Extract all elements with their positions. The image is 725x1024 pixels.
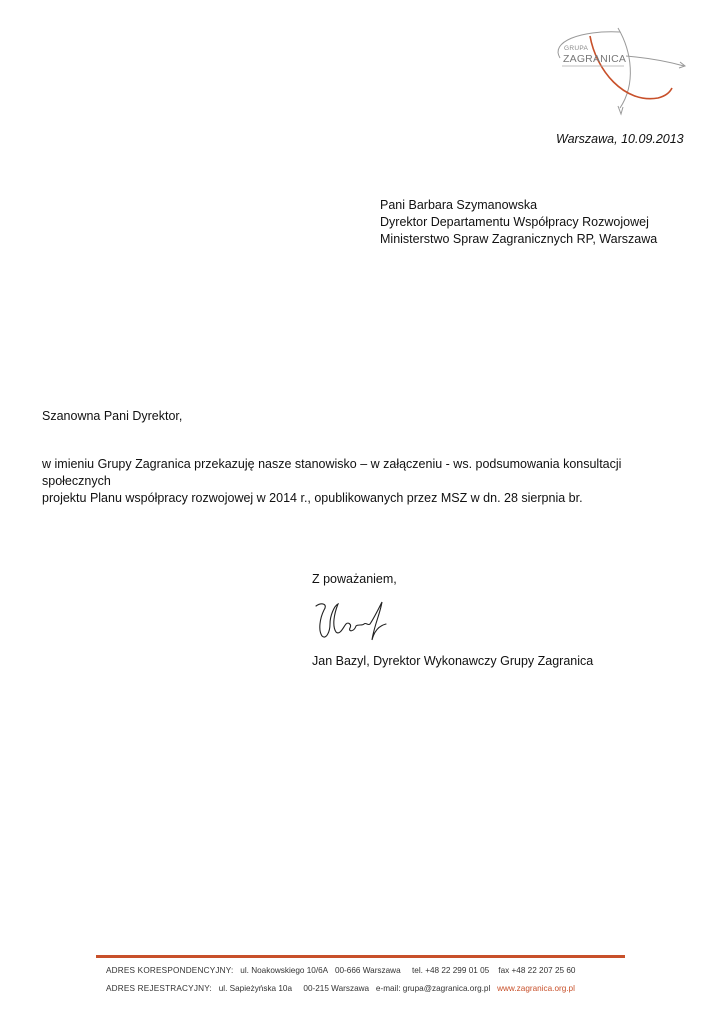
footer-label-correspondence: ADRES KORESPONDENCYJNY:: [106, 966, 234, 975]
recipient-title: Dyrektor Departamentu Współpracy Rozwojowej: [380, 215, 649, 229]
recipient-name: Pani Barbara Szymanowska: [380, 198, 538, 212]
closing: Z poważaniem,: [312, 572, 397, 586]
footer-label-registration: ADRES REJESTRACYJNY:: [106, 984, 212, 993]
grupa-zagranica-logo: [540, 22, 690, 122]
signer-name-title: Jan Bazyl, Dyrektor Wykonawczy Grupy Zagranica: [312, 654, 594, 668]
footer-city-registration: 00-215 Warszawa: [303, 984, 370, 993]
footer-email[interactable]: e-mail: grupa@zagranica.org.pl: [375, 984, 491, 993]
footer-fax: fax +48 22 207 25 60: [498, 966, 576, 975]
footer-phone: tel. +48 22 299 01 05: [412, 966, 490, 975]
footer-street-registration: ul. Sapieżyńska 10a: [218, 984, 293, 993]
logo-big-text: ZAGRANICA: [563, 53, 627, 65]
footer-street-correspondence: ul. Noakowskiego 10/6A: [240, 966, 329, 975]
footer-city-correspondence: 00-666 Warszawa: [334, 966, 401, 975]
logo-small-text: GRUPA: [564, 45, 589, 52]
handwritten-signature: [312, 596, 392, 646]
recipient-organization: Ministerstwo Spraw Zagranicznych RP, Warszawa: [380, 232, 658, 246]
greeting: Szanowna Pani Dyrektor,: [42, 409, 183, 423]
footer-row-registration: [106, 983, 575, 994]
letter-body: [42, 456, 692, 507]
logo-arcs-graphic: [540, 22, 690, 122]
body-line-1: w imieniu Grupy Zagranica przekazuję nasze stanowisko – w załączeniu - ws. podsumowania konsultacji społecznych: [42, 457, 622, 488]
body-line-2: projektu Planu współpracy rozwojowej w 2014 r., opublikowanych przez MSZ w dn. 28 sierpnia br.: [42, 491, 583, 505]
footer-website-link[interactable]: www.zagranica.org.pl: [497, 984, 575, 993]
footer-row-correspondence: [106, 965, 575, 976]
footer-divider: [96, 955, 625, 958]
recipient-address: [380, 197, 657, 248]
date-line: Warszawa, 10.09.2013: [556, 132, 684, 146]
